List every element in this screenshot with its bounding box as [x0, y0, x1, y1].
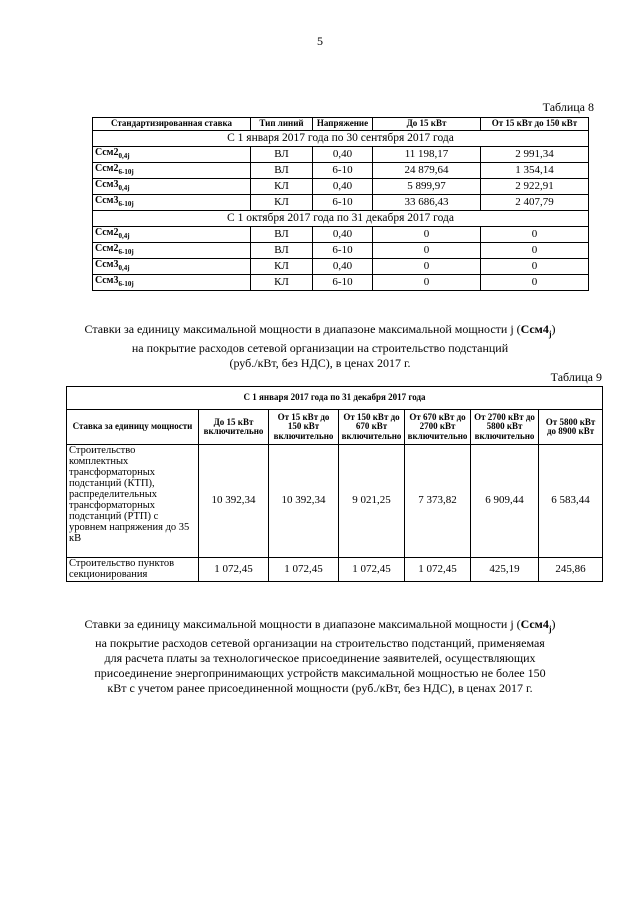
table8-period-2: С 1 октября 2017 года по 31 декабря 2017 года [93, 211, 589, 227]
voltage: 6-10 [313, 195, 373, 211]
value-15-150kw: 2 991,34 [481, 147, 589, 163]
table-row [67, 445, 603, 558]
rate-code-text: Cсм3 [95, 195, 119, 207]
value-up-to-15kw: 5 899,97 [373, 179, 481, 195]
value-up-to-15kw: 0 [373, 259, 481, 275]
value-up-to-15kw: 0 [373, 275, 481, 291]
table8-header-cell: Напряжение [313, 118, 373, 131]
table-row [93, 163, 589, 179]
rate-code [93, 227, 251, 243]
table9-cell: 245,86 [539, 558, 603, 582]
table9-header-cell: От 670 кВт до 2700 кВт включительно [405, 410, 471, 445]
table9-header-cell: От 2700 кВт до 5800 кВт включительно [471, 410, 539, 445]
table9-header-row [67, 410, 603, 445]
value-15-150kw: 0 [481, 259, 589, 275]
voltage: 0,40 [313, 147, 373, 163]
table9-period: С 1 января 2017 года по 31 декабря 2017 года [67, 387, 603, 410]
rate-code [93, 163, 251, 179]
table8-header-row [93, 118, 589, 131]
rate-code [93, 243, 251, 259]
table8-header-cell: До 15 кВт [373, 118, 481, 131]
voltage: 6-10 [313, 163, 373, 179]
table9-header-cell: До 15 кВт включительно [199, 410, 269, 445]
table9-header-cell: От 5800 кВт до 8900 кВт [539, 410, 603, 445]
value-up-to-15kw: 11 198,17 [373, 147, 481, 163]
table-row [93, 195, 589, 211]
rate-symbol-sub: j [548, 624, 552, 634]
table9-cell: 1 072,45 [339, 558, 405, 582]
value-15-150kw: 0 [481, 227, 589, 243]
heading-1-line1 [60, 322, 580, 341]
rate-code-sub: 0,4j [118, 184, 130, 193]
rate-code-sub: 0,4j [118, 152, 130, 161]
table-row [93, 259, 589, 275]
table8-header-cell: Тип линий [251, 118, 313, 131]
heading-text: ) [551, 617, 556, 631]
table9-cell: 6 583,44 [539, 445, 603, 558]
rate-code [93, 195, 251, 211]
rate-code-text: Cсм3 [95, 275, 119, 287]
heading-1 [60, 322, 580, 371]
rate-symbol-text: Cсм4 [520, 322, 549, 336]
table9-header-cell: Ставка за единицу мощности [67, 410, 199, 445]
table9-cell: 10 392,34 [199, 445, 269, 558]
table9-header-cell: От 15 кВт до 150 кВт включительно [269, 410, 339, 445]
table9-cell: 6 909,44 [471, 445, 539, 558]
heading-1-line2: на покрытие расходов сетевой организации на строительство подстанций [131, 341, 509, 356]
heading-2-line5: кВт с учетом ранее присоединенной мощности (руб./кВт, без НДС), в ценах 2017 г. [107, 681, 533, 696]
line-type: КЛ [251, 195, 313, 211]
rate-code-sub: 0,4j [118, 264, 130, 273]
value-15-150kw: 2 407,79 [481, 195, 589, 211]
value-15-150kw: 0 [481, 275, 589, 291]
table8 [92, 117, 589, 291]
rate-code-text: Cсм2 [95, 227, 119, 239]
table-row [67, 558, 603, 582]
table9-header-cell: От 150 кВт до 670 кВт включительно [339, 410, 405, 445]
value-15-150kw: 2 922,91 [481, 179, 589, 195]
table8-header-cell: От 15 кВт до 150 кВт [481, 118, 589, 131]
table-row [93, 275, 589, 291]
rate-symbol-text: Cсм4 [520, 617, 549, 631]
heading-2-line3: для расчета платы за технологическое присоединение заявителей, осуществляющих [104, 651, 536, 666]
voltage: 6-10 [313, 275, 373, 291]
table8-period2-body [93, 227, 589, 291]
line-type: КЛ [251, 259, 313, 275]
table9-row-label: Строительство комплектных трансформаторных подстанций (КТП), распределительных трансформаторных подстанций (РТП) с уровнем напряжения до 35 кВ [67, 445, 199, 558]
line-type: ВЛ [251, 243, 313, 259]
rate-code [93, 147, 251, 163]
rate-code-text: Cсм3 [95, 259, 119, 271]
page-number: 5 [317, 34, 323, 48]
rate-symbol [520, 322, 552, 339]
rate-code [93, 259, 251, 275]
rate-code-sub: 6-10j [118, 200, 134, 209]
heading-2-line2: на покрытие расходов сетевой организации на строительство подстанций, применяемая [95, 636, 545, 651]
value-up-to-15kw: 24 879,64 [373, 163, 481, 179]
rate-code-text: Cсм2 [95, 243, 119, 255]
rate-code-sub: 0,4j [118, 232, 130, 241]
value-up-to-15kw: 33 686,43 [373, 195, 481, 211]
heading-2 [60, 617, 580, 696]
table8-period-1: С 1 января 2017 года по 30 сентября 2017 года [93, 131, 589, 147]
table9-label: Таблица 9 [550, 370, 602, 384]
rate-code-text: Cсм2 [95, 163, 119, 175]
line-type: ВЛ [251, 147, 313, 163]
table-row [93, 243, 589, 259]
rate-code-sub: 6-10j [118, 248, 134, 257]
table8-label: Таблица 8 [542, 100, 594, 114]
table9-cell: 1 072,45 [199, 558, 269, 582]
value-up-to-15kw: 0 [373, 243, 481, 259]
table8-period-row [93, 131, 589, 147]
rate-code-text: Cсм3 [95, 179, 119, 191]
table9-period-row [67, 387, 603, 410]
value-15-150kw: 1 354,14 [481, 163, 589, 179]
voltage: 6-10 [313, 243, 373, 259]
table9-cell: 1 072,45 [269, 558, 339, 582]
line-type: КЛ [251, 275, 313, 291]
table8-header-cell: Стандартизированная ставка [93, 118, 251, 131]
rate-symbol [520, 617, 552, 634]
rate-symbol-sub: j [548, 329, 552, 339]
voltage: 0,40 [313, 179, 373, 195]
rate-code [93, 275, 251, 291]
line-type: ВЛ [251, 163, 313, 179]
table8-period-row [93, 211, 589, 227]
table9-row-label: Строительство пунктов секционирования [67, 558, 199, 582]
rate-code-text: Cсм2 [95, 147, 119, 159]
rate-code-sub: 6-10j [118, 168, 134, 177]
table9-cell: 10 392,34 [269, 445, 339, 558]
heading-2-line4: присоединение энергопринимающих устройств максимальной мощностью не более 150 [94, 666, 546, 681]
heading-text: Ставки за единицу максимальной мощности в диапазоне максимальной мощности j ( [84, 322, 521, 336]
table9 [66, 386, 603, 582]
table9-cell: 425,19 [471, 558, 539, 582]
heading-text: ) [551, 322, 556, 336]
table8-period1-body [93, 147, 589, 211]
rate-code-sub: 6-10j [118, 280, 134, 289]
table-row [93, 227, 589, 243]
table-row [93, 147, 589, 163]
voltage: 0,40 [313, 259, 373, 275]
table9-cell: 7 373,82 [405, 445, 471, 558]
heading-text: Ставки за единицу максимальной мощности в диапазоне максимальной мощности j ( [84, 617, 521, 631]
table9-cell: 1 072,45 [405, 558, 471, 582]
table9-cell: 9 021,25 [339, 445, 405, 558]
rate-code [93, 179, 251, 195]
heading-1-line3: (руб./кВт, без НДС), в ценах 2017 г. [229, 356, 411, 371]
table-row [93, 179, 589, 195]
value-15-150kw: 0 [481, 243, 589, 259]
heading-2-line1 [60, 617, 580, 636]
line-type: КЛ [251, 179, 313, 195]
value-up-to-15kw: 0 [373, 227, 481, 243]
voltage: 0,40 [313, 227, 373, 243]
line-type: ВЛ [251, 227, 313, 243]
